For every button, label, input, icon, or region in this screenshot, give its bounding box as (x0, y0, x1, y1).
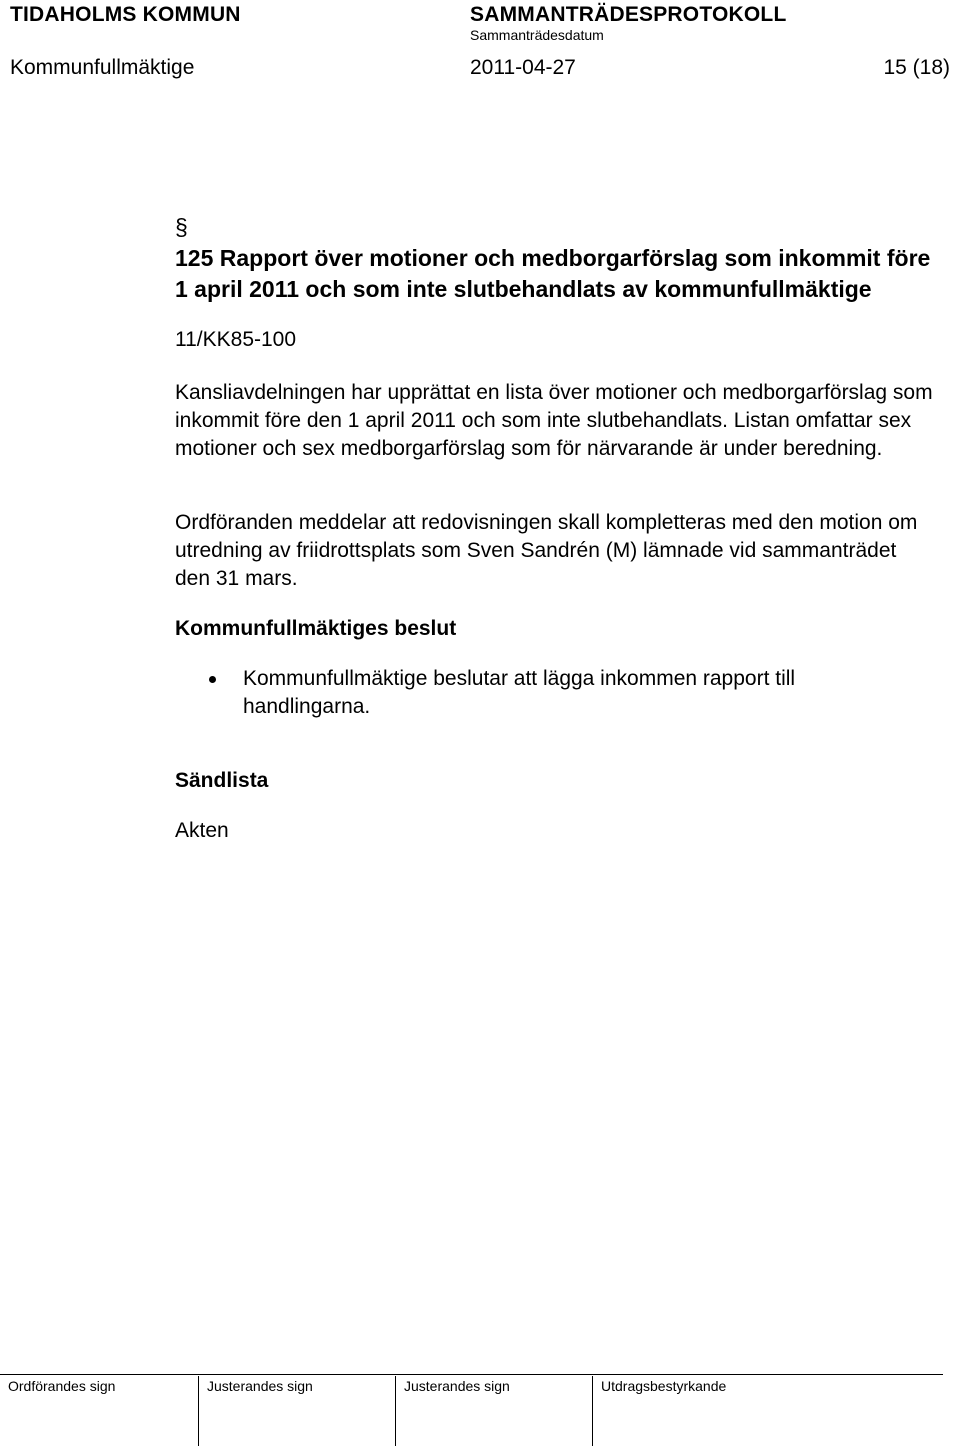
date-label: Sammanträdesdatum (470, 27, 604, 43)
signature-label: Justerandes sign (207, 1378, 313, 1394)
signature-box-chairman (0, 1376, 198, 1446)
signature-label: Utdragsbestyrkande (601, 1378, 727, 1394)
bullet-icon (209, 676, 216, 683)
signature-box-adjuster-1 (198, 1376, 395, 1446)
paragraph-chairman: Ordföranden meddelar att redovisningen skall kompletteras med den motion om utredning av friidrottsplats som Sven Sandrén (M) lämnade vid sammanträdet den 31 mars. (175, 511, 918, 590)
signature-label: Justerandes sign (404, 1378, 510, 1394)
organization-name: TIDAHOLMS KOMMUN (10, 3, 241, 26)
page-number: 15 (18) (883, 56, 950, 79)
item-title: 125 Rapport över motioner och medborgarförslag som inkommit före 1 april 2011 och som inte slutbehandlats av kommunfullmäktige (175, 245, 931, 302)
signature-box-certification (592, 1376, 943, 1446)
paragraph-report: Kansliavdelningen har upprättat en lista över motioner och medborgarförslag som inkommit före den 1 april 2011 och som inte slutbehandlats. Listan omfattar sex motioner och sex medborgarförslag som för närvarande är under beredning. (175, 381, 933, 460)
meeting-date: 2011-04-27 (470, 56, 576, 79)
document-type: SAMMANTRÄDESPROTOKOLL (470, 3, 787, 26)
signature-label: Ordförandes sign (8, 1378, 116, 1394)
case-number: 11/KK85-100 (175, 328, 297, 351)
decision-text: Kommunfullmäktige beslutar att lägga inkommen rapport till handlingarna. (243, 667, 796, 718)
signature-box-adjuster-2 (395, 1376, 592, 1446)
distribution-recipient: Akten (175, 819, 229, 842)
section-sign-icon: § (175, 214, 188, 240)
governing-body: Kommunfullmäktige (10, 56, 195, 79)
decision-heading: Kommunfullmäktiges beslut (175, 617, 457, 640)
footer-divider (0, 1374, 943, 1375)
item-title-block (175, 212, 935, 305)
distribution-heading: Sändlista (175, 769, 269, 792)
